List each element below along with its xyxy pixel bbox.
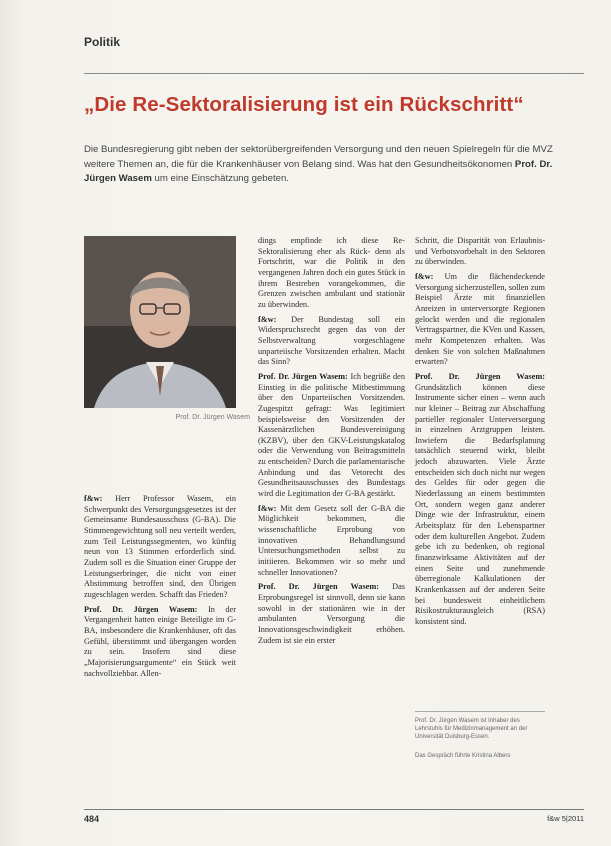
paragraph [84,605,236,680]
section-label: Politik [84,35,121,49]
speaker-label: f&w: [258,503,281,513]
speaker-label: Prof. Dr. Jürgen Wasem: [84,604,208,614]
speaker-label: f&w: [84,494,116,503]
paragraph-text: Mit dem Gesetz soll der G-BA die Möglichkeit bekommen, die wissenschaftliche Erprobung von innovativen Behandlungsund Untersuchungsmethoden selbst zu initiieren. Bekommen wir so mehr und schneller Innovationen? [258,503,405,577]
article-intro [84,143,584,187]
author-bio: Prof. Dr. Jürgen Wasem ist Inhaber des Lehrstuhls für Medizinmanagement an der Universität Duisburg-Essen. [415,718,528,740]
paragraph [258,504,405,579]
paragraph [258,315,405,368]
intro-text-after: um eine Einschätzung gebeten. [151,173,289,185]
speaker-label: Prof. Dr. Jürgen Wasem: [258,371,351,381]
top-divider [84,73,584,74]
issue-label: f&w 5|2011 [547,814,584,823]
paragraph-text: Um die flächendeckende Versorgung sicherzustellen, sollen zum Beispiel Ärzte mit finanziellen Anreizen in unterversorgte Regionen gelockt werden und die regionalen Vertragspartner, die KVen und Kassen, mehr Kompetenzen erhalten. Was denken Sie von solchen Maßnahmen erwarten? [415,271,545,367]
intro-text-before: Die Bundesregierung gibt neben der sektorübergreifenden Versorgung und den neuen Spielregeln für die MVZ weitere Themen an, die für die Krankenhäuser von Belang sind. Was hat den Gesundheitsökonomen [84,144,553,170]
paragraph [258,582,405,646]
paragraph [415,236,545,268]
interviewee-photo [84,236,236,408]
paragraph-text: Herr Professor Wasem, ein Schwerpunkt des Versorgungsgesetzes ist der Gemeinsame Bundesausschuss (G-BA). Die Stimmengewichtung soll neu verteilt werden, zum Teil Leistungssegmenten, wo künftig neun von 13 Stimmen erforderlich sind. Zudem soll es die Situation einer Gruppe der Leistungserbringer, die nicht von einer Abstimmung betroffen sind, den Übrigen zugeschlagen werden. Schafft das Frieden? [84,494,236,599]
paragraph-text: Grundsätzlich können diese Instrumente sicher einen – wenn auch nur kleiner – Beitrag zur Abschaffung partieller regionaler Unterversorgung in einzelnen Arztgruppen leisten. Inwiefern die Bedarfsplanung tatsächlich steuernd wirkt, bleibt jedoch abzuwarten. Viele Ärzte entscheiden sich doch nicht nur wegen des Geldes für oder gegen die Niederlassung an einem bestimmten Ort, sondern wegen ganz anderer Dinge wie der Infrastruktur, einem Arbeitsplatz für den Lebenspartner oder dem kulturellen Angebot. Zudem gebe ich zu bedenken, ob regional finanzwirksame Aktivitäten auf der einen Seite und zunehmende überregionale Kalkulationen der Krankenkassen auf der anderen Seite bei bundesweit einheitlichem Risikostrukturausgleich (RSA) konsistent sind. [415,382,545,626]
paragraph-text: Ich begrüße den Einstieg in die politische Mitbestimmung über den Unparteiischen Vorsitzenden. Zugespitzt gefragt: Was legitimiert beispielsweise den Vorsitzenden der Kassenärztlichen Bundesvereinigung (KZBV), über den GKV-Leistungskatalog oder die Verwendung von Beitragsmitteln zu entscheiden? Durch die parlamentarische Anbindung und das Vetorecht des Gesundheitsausschusses des Bundestags wird die Legitimation der G-BA gestärkt. [258,371,406,499]
intro-interviewee-name: Prof. Dr. Jürgen Wasem [84,158,553,185]
portrait-illustration [84,236,236,408]
paragraph-text: Das Erprobungsregel ist sinnvoll, denn sie kann sowohl in der stationären wie in der ambulanten Versorgung die Innovationsgeschwindigkeit erhöhen. Zudem ist sie ein erster [258,582,405,645]
paragraph-text: In der Vergangenheit hatten einige Beteiligte im G-BA, insbesondere die Krankenhäuser, oft das Gefühl, überstimmt und übergangen worden zu sein. Insofern sind diese „Majorisierungsargumente“ ein Stück weit nachvollziehbar. Allen- [84,604,236,678]
paragraph [415,272,545,368]
paragraph [258,372,405,500]
paragraph-text: Der Bundestag soll ein Widerspruchsrecht gegen das von der Selbstverwaltung vorgeschlagene unparteiische Vorsitzenden erhalten. Macht das Sinn? [258,314,405,367]
bio-divider [415,711,545,712]
speaker-label: f&w: [258,314,292,324]
speaker-label: Prof. Dr. Jürgen Wasem: [415,371,545,381]
speaker-label: Prof. Dr. Jürgen Wasem: [258,582,393,592]
article-column-1 [84,494,236,683]
paragraph [84,494,236,601]
speaker-label: f&w: [415,271,445,281]
article-headline: „Die Re-Sektoralisierung ist ein Rückschritt“ [84,93,524,116]
page-number: 484 [84,814,100,824]
interview-credit: Das Gespräch führte Kristina Albers [415,753,511,759]
paragraph-text: Schritt, die Disparität von Erlaubnis- und Verbotsvorbehalt in den Sektoren zu überwinden. [415,236,545,267]
paragraph [415,372,545,628]
paragraph [258,236,405,311]
photo-caption: Prof. Dr. Jürgen Wasem [175,414,250,421]
footer-divider [84,809,584,810]
article-column-2 [258,236,405,650]
article-column-3 [415,236,545,632]
paragraph-text: dings empfinde ich diese Re-Sektoralisierung eher als Rück- denn als Fortschritt, war die Politik in den vergangenen Jahren doch ein gutes Stück in ihrem Bestreben vorangekommen, die Grenzen zwischen ambulant und stationär zu überwinden. [258,236,405,309]
